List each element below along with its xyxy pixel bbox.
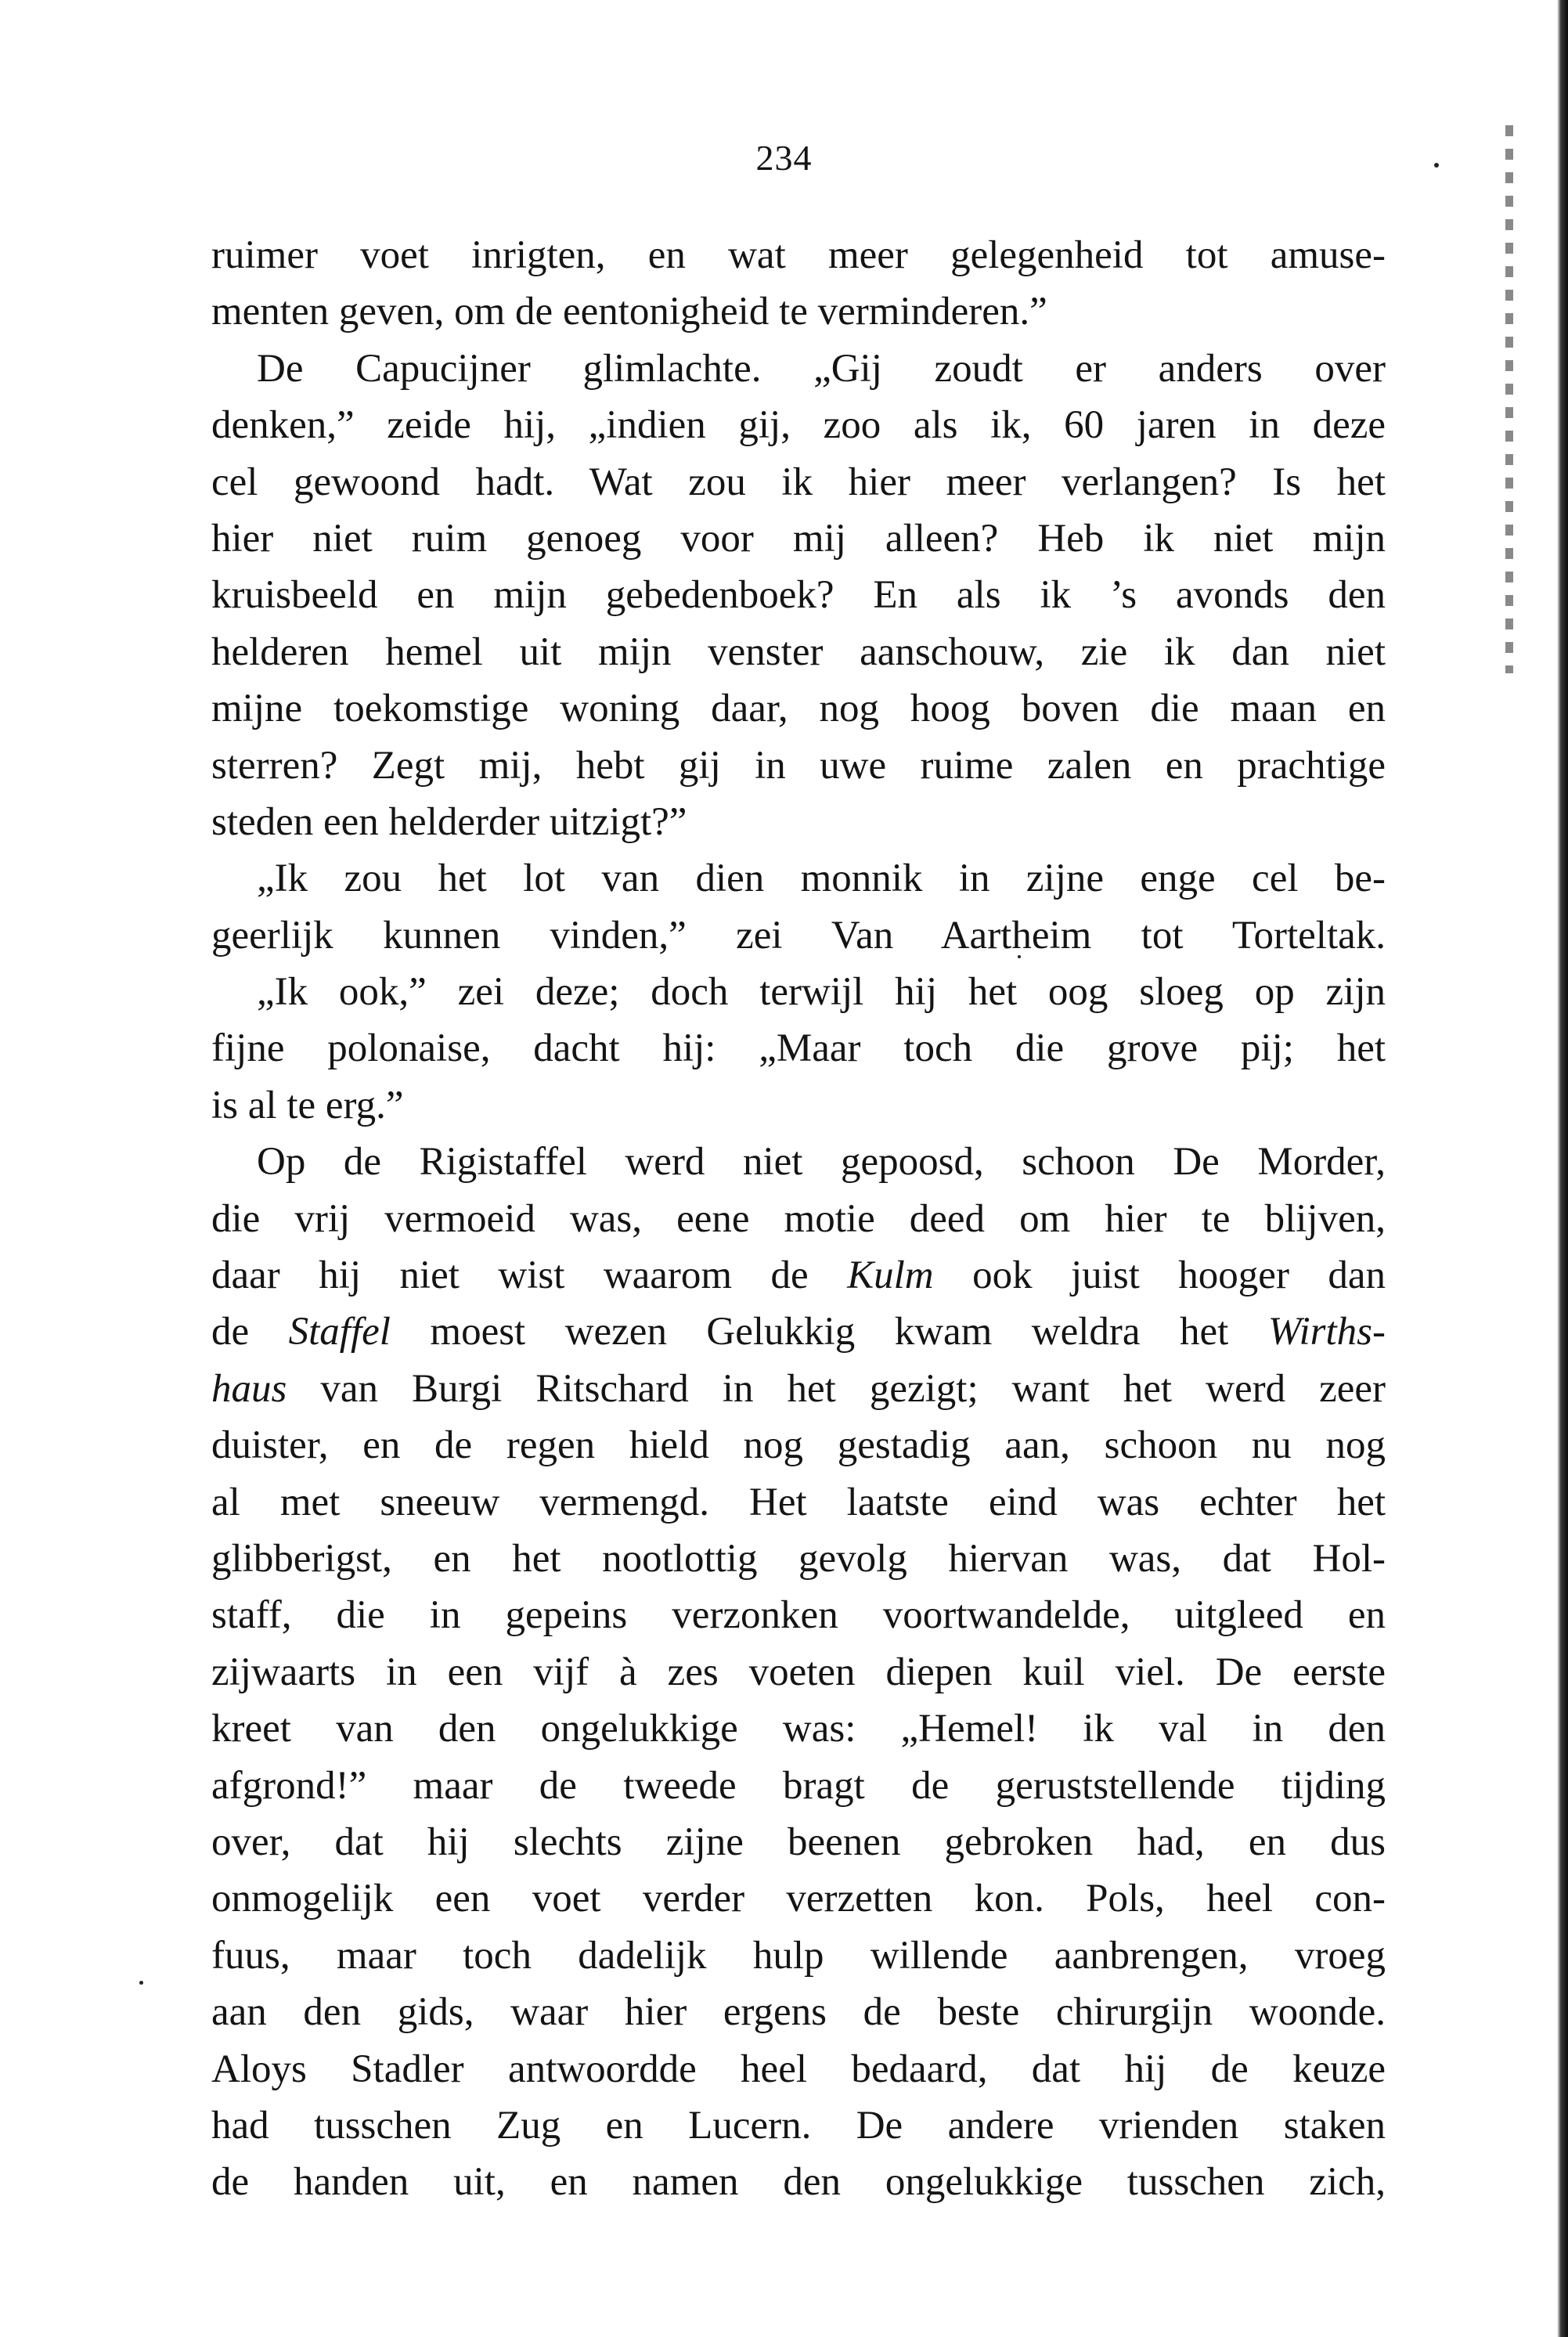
text-segment: onmogelijk een voet verder verzetten kon. Pols, heel con- xyxy=(211,1877,1386,1921)
text-line xyxy=(211,2041,1386,2097)
text-segment: kruisbeeld en mijn gebedenboek? En als ik ’s avonds den xyxy=(211,573,1386,618)
italic-text: haus xyxy=(211,1366,287,1411)
text-segment: had tusschen Zug en Lucern. De andere vrienden staken xyxy=(211,2103,1386,2148)
page-number: 234 xyxy=(755,138,813,178)
text-segment: de handen uit, en namen den ongelukkige tusschen zich, xyxy=(211,2160,1386,2205)
text-line xyxy=(211,1984,1386,2040)
text-line xyxy=(211,1417,1386,1473)
text-line xyxy=(211,397,1386,453)
text-line xyxy=(211,227,1386,283)
text-segment: is al te erg.” xyxy=(211,1083,404,1127)
text-segment: fuus, maar toch dadelijk hulp willende aanbrengen, vroeg xyxy=(211,1933,1386,1978)
text-line xyxy=(211,1191,1386,1247)
text-line xyxy=(211,850,1386,907)
text-segment: hier niet ruim genoeg voor mij alleen? Heb ik niet mijn xyxy=(211,516,1386,561)
text-segment: duister, en de regen hield nog gestadig aan, schoon nu nog xyxy=(211,1423,1386,1468)
text-line xyxy=(211,680,1386,737)
text-line xyxy=(211,1247,1386,1304)
text-segment: glibberigst, en het nootlottig gevolg hiervan was, dat Hol- xyxy=(211,1536,1386,1581)
text-segment: van Burgi Ritschard in het gezigt; want het werd zeer xyxy=(287,1366,1386,1411)
text-line xyxy=(211,1758,1386,1814)
text-line xyxy=(211,1077,1386,1134)
text-line xyxy=(211,283,1386,340)
text-line xyxy=(211,1531,1386,1587)
text-segment: „Ik zou het lot van dien monnik in zijne enge cel be- xyxy=(257,857,1386,901)
text-line xyxy=(211,510,1386,567)
text-segment: kreet van den ongelukkige was: „Hemel! ik val in den xyxy=(211,1707,1386,1751)
text-segment: De Capucijner glimlachte. „Gij zoudt er anders over xyxy=(257,346,1386,391)
text-segment: die vrij vermoeid was, eene motie deed om hier te blijven, xyxy=(211,1196,1386,1241)
text-segment: al met sneeuw vermengd. Het laatste eind was echter het xyxy=(211,1480,1386,1524)
text-segment: steden een helderder uitzigt?” xyxy=(211,799,687,844)
scan-binding-shadow xyxy=(1505,125,1513,673)
text-line xyxy=(211,1928,1386,1984)
text-line xyxy=(211,907,1386,964)
text-line xyxy=(211,738,1386,794)
text-segment: over, dat hij slechts zijne beenen gebroken had, en dus xyxy=(211,1819,1386,1864)
text-line xyxy=(211,341,1386,397)
text-line xyxy=(211,1134,1386,1190)
text-line xyxy=(211,1020,1386,1077)
text-line xyxy=(211,1474,1386,1531)
text-line xyxy=(211,1644,1386,1700)
text-segment: „Ik ook,” zei deze; doch terwijl hij het oog sloeg op zijn xyxy=(257,970,1386,1015)
text-segment: Op de Rigistaffel werd niet gepoosd, schoon De Morder, xyxy=(257,1140,1386,1185)
text-line xyxy=(211,964,1386,1020)
text-line xyxy=(211,794,1386,850)
text-segment: de xyxy=(211,1310,289,1354)
text-segment: helderen hemel uit mijn venster aanschouw, zie ik dan niet xyxy=(211,629,1386,674)
text-line xyxy=(211,567,1386,623)
text-segment: staff, die in gepeins verzonken voortwandelde, uitgleed en xyxy=(211,1593,1386,1638)
body-text xyxy=(211,227,1386,2211)
scan-speck xyxy=(139,1981,143,1985)
scan-binding-edge xyxy=(1557,0,1568,2337)
text-line xyxy=(211,454,1386,510)
text-line xyxy=(211,1814,1386,1870)
text-segment: moest wezen Gelukkig kwam weldra het xyxy=(390,1310,1268,1354)
text-segment: Aloys Stadler antwoordde heel bedaard, dat hij de keuze xyxy=(211,2047,1386,2091)
text-line xyxy=(211,1700,1386,1757)
text-segment: denken,” zeide hij, „indien gij, zoo als ik, 60 jaren in deze xyxy=(211,403,1386,448)
text-line xyxy=(211,1361,1386,1417)
text-segment: ook juist hooger dan xyxy=(933,1253,1386,1298)
text-line xyxy=(211,624,1386,680)
italic-text: Wirths- xyxy=(1267,1310,1386,1354)
text-segment: fijne polonaise, dacht hij: „Maar toch die grove pij; het xyxy=(211,1026,1386,1071)
text-segment: zijwaarts in een vijf à zes voeten diepen kuil viel. De eerste xyxy=(211,1650,1386,1694)
text-segment: geerlijk kunnen vinden,” zei Van Aartheim tot Torteltak. xyxy=(211,913,1386,958)
text-line xyxy=(211,1587,1386,1643)
italic-text: Kulm xyxy=(847,1253,934,1298)
text-segment: mijne toekomstige woning daar, nog hoog boven die maan en xyxy=(211,687,1386,731)
text-segment: ruimer voet inrigten, en wat meer gelegenheid tot amuse- xyxy=(211,233,1386,277)
text-line xyxy=(211,2097,1386,2154)
text-segment: cel gewoond hadt. Wat zou ik hier meer verlangen? Is het xyxy=(211,460,1386,504)
text-segment: aan den gids, waar hier ergens de beste chirurgijn woonde. xyxy=(211,1990,1386,2035)
text-segment: menten geven, om de eentonigheid te verminderen.” xyxy=(211,290,1047,334)
text-segment: daar hij niet wist waarom de xyxy=(211,1253,848,1298)
italic-text: Staffel xyxy=(288,1310,391,1354)
text-line xyxy=(211,1870,1386,1927)
text-segment: sterren? Zegt mij, hebt gij in uwe ruime zalen en prachtige xyxy=(211,743,1386,788)
text-line xyxy=(211,2154,1386,2210)
text-line xyxy=(211,1304,1386,1360)
text-segment: afgrond!” maar de tweede bragt de geruststellende tijding xyxy=(211,1763,1386,1808)
